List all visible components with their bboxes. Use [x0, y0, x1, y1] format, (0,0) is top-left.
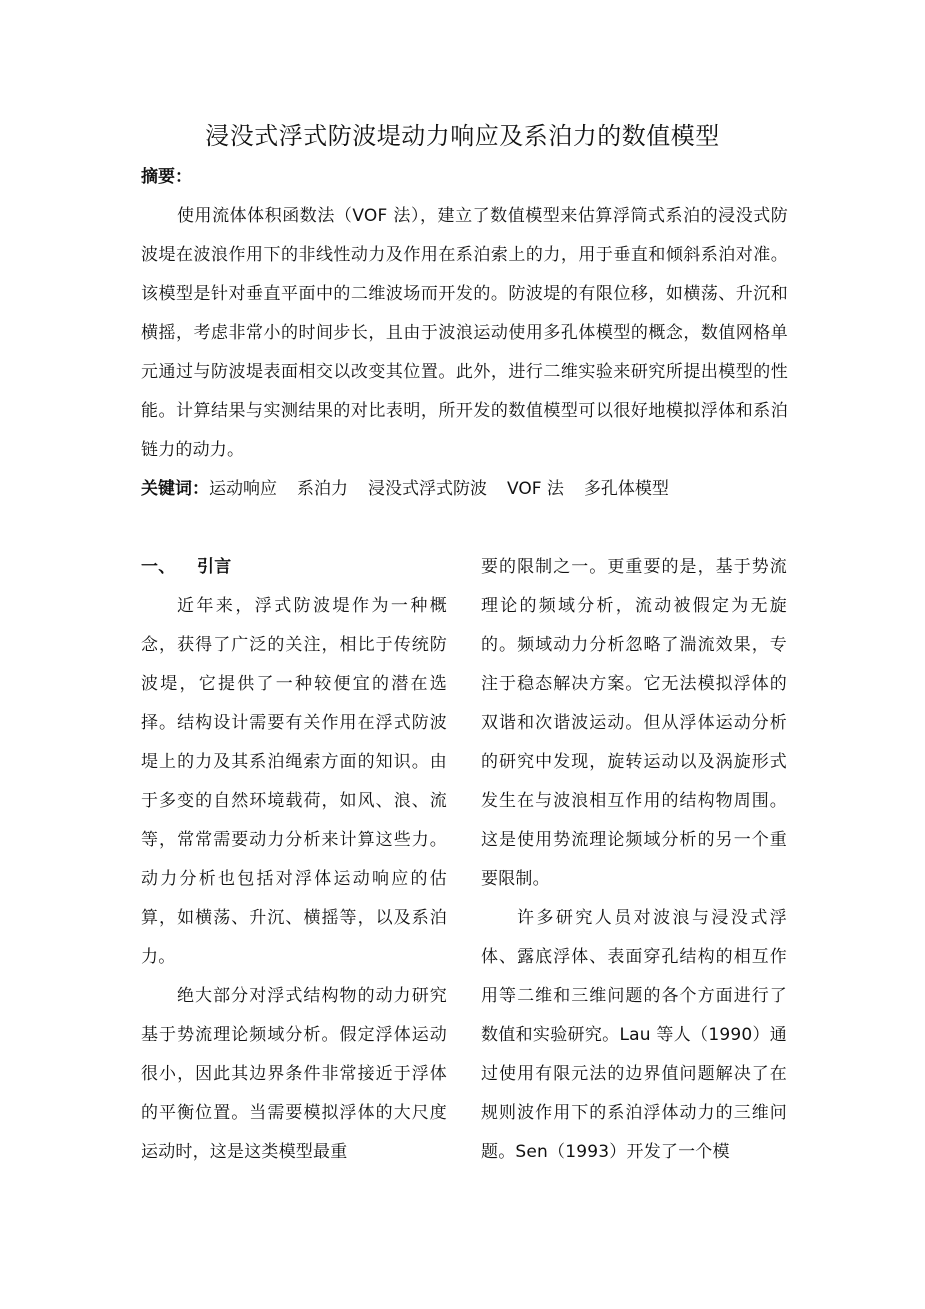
left-column — [141, 548, 447, 1172]
body-paragraph: 许多研究人员对波浪与浸没式浮体、露底浮体、表面穿孔结构的相互作用等二维和三维问题的各个方面进行了数值和实验研究。Lau 等人（1990）通过使用有限元法的边界值问题解决了在规则波作用下的系泊浮体动力的三维问题。Sen（1993）开发了一个模 — [481, 908, 787, 1162]
abstract-label: 摘要： — [141, 167, 192, 187]
paper-title: 浸没式浮式防波堤动力响应及系泊力的数值模型 — [205, 122, 720, 150]
keyword-item: 多孔体模型 — [583, 479, 669, 499]
body-paragraph-continued: 要的限制之一。更重要的是，基于势流理论的频域分析，流动被假定为无旋的。频域动力分析忽略了湍流效果，专注于稳态解决方案。它无法模拟浮体的双谐和次谐波运动。但从浮体运动分析的研究中发现，旋转运动以及涡旋形式发生在与波浪相互作用的结构物周围。这是使用势流理论频域分析的另一个重要限制。 — [481, 557, 787, 889]
abstract-text: 使用流体体积函数法（VOF 法），建立了数值模型来估算浮筒式系泊的浸没式防波堤在波浪作用下的非线性动力及作用在系泊索上的力，用于垂直和倾斜系泊对准。该模型是针对垂直平面中的二维波场而开发的。防波堤的有限位移，如横荡、升沉和横摇，考虑非常小的时间步长，且由于波浪运动使用多孔体模型的概念，数值网格单元通过与防波堤表面相交以改变其位置。此外，进行二维实验来研究所提出模型的性能。计算结果与实测结果的对比表明，所开发的数值模型可以很好地模拟浮体和系泊链力的动力。 — [141, 206, 788, 460]
keyword-item: 运动响应 — [209, 479, 277, 499]
body-paragraph: 近年来，浮式防波堤作为一种概念，获得了广泛的关注，相比于传统防波堤，它提供了一种较便宜的潜在选择。结构设计需要有关作用在浮式防波堤上的力及其系泊绳索方面的知识。由于多变的自然环境载荷，如风、浪、流等，常常需要动力分析来计算这些力。动力分析也包括对浮体运动响应的估算，如横荡、升沉、横摇等，以及系泊力。 — [141, 596, 447, 967]
keyword-item: 浸没式浮式防波 — [368, 479, 487, 499]
keyword-item: VOF 法 — [507, 479, 564, 499]
section-number: 一、 — [141, 557, 176, 577]
keywords-line — [141, 475, 801, 503]
body-paragraph: 绝大部分对浮式结构物的动力研究基于势流理论频域分析。假定浮体运动很小，因此其边界条件非常接近于浮体的平衡位置。当需要模拟浮体的大尺度运动时，这是这类模型最重 — [141, 986, 447, 1162]
keywords-label: 关键词： — [141, 479, 209, 499]
section-title: 引言 — [197, 557, 232, 577]
keyword-item: 系泊力 — [297, 479, 348, 499]
right-column — [481, 548, 787, 1172]
section-heading — [141, 548, 447, 587]
